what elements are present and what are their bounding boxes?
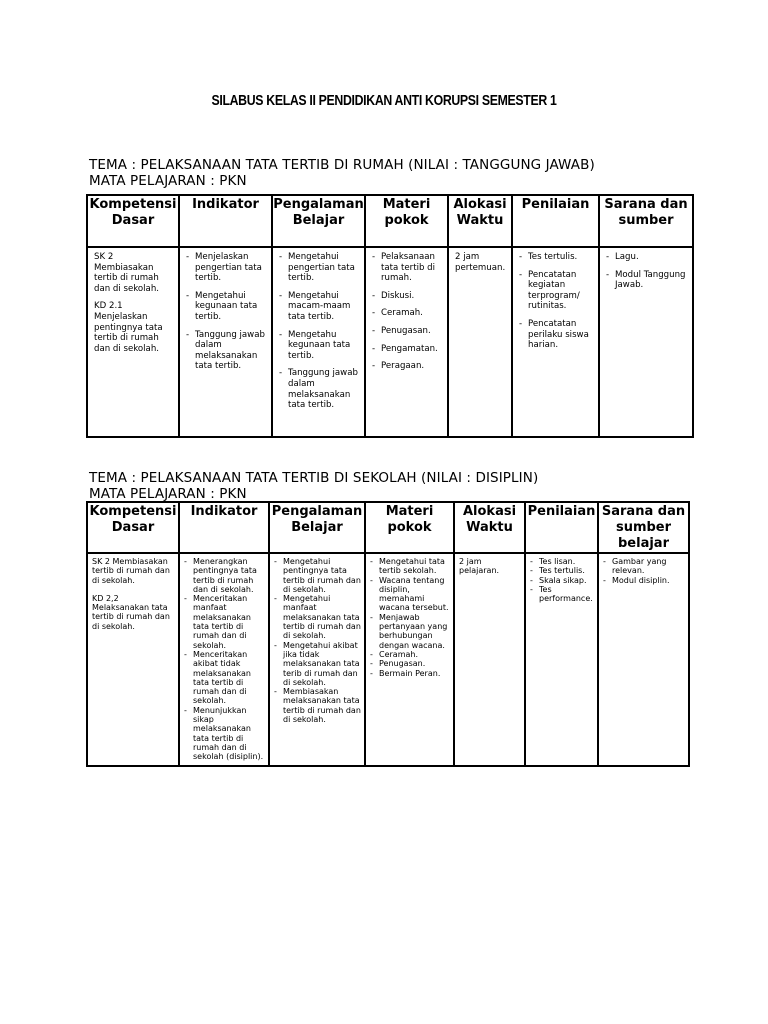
list-item: - Menceritakan manfaat melaksanakan tata tertib di rumah dan di sekolah. (184, 594, 251, 650)
header-penilaian: Penilaian (525, 502, 598, 553)
penilaian-cell (525, 553, 598, 766)
sarana-cell (599, 247, 693, 437)
list-item: - Tes lisan. (530, 557, 576, 566)
penilaian-cell (512, 247, 599, 437)
table-row (87, 553, 689, 766)
list-item: - Diskusi. (372, 290, 415, 301)
header-indikator: Indikator (179, 502, 269, 553)
kompetensi-sk: SK 2 Membiasakan tertib di rumah dan di sekolah. (92, 557, 170, 585)
table-header-row (87, 195, 693, 247)
list-item: - Tes tertulis. (519, 252, 578, 262)
list-item: - Mengetahui kegunaan tata tertib. (186, 290, 258, 322)
header-materi: Materi pokok (365, 502, 454, 553)
list-item: - Gambar yang relevan. (603, 557, 667, 576)
list-item: - Mengetahu kegunaan tata tertib. (279, 329, 351, 361)
table-row (87, 247, 693, 437)
alokasi-cell (454, 553, 525, 766)
mapel-line: MATA PELAJARAN : PKN (89, 486, 247, 502)
header-materi: Materi pokok (365, 195, 448, 247)
header-sarana: Sarana dan sumber (599, 195, 693, 247)
list-item: - Menunjukkan sikap melaksanakan tata tertib di rumah dan di sekolah (disiplin). (184, 705, 264, 762)
list-item: - Tes performance. (530, 584, 593, 604)
list-item: - Mengetahui tata tertib sekolah. (370, 557, 445, 576)
document-title: SILABUS KELAS II PENDIDIKAN ANTI KORUPSI SEMESTER 1 (211, 92, 557, 109)
list-item: - Menjelaskan pengertian tata tertib. (186, 252, 262, 284)
header-alokasi: Alokasi Waktu (448, 195, 512, 247)
header-sarana: Sarana dan sumber belajar (598, 502, 689, 553)
header-pengalaman: Pengalaman Belajar (269, 502, 365, 553)
kompetensi-sk: SK 2 Membiasakan tertib di rumah dan di sekolah. (94, 252, 159, 294)
list-item: - Pencatatan perilaku siswa harian. (519, 318, 589, 351)
list-item: - Pelaksanaan tata tertib di rumah. (372, 252, 435, 284)
tema-line: TEMA : PELAKSANAAN TATA TERTIB DI RUMAH (NILAI : TANGGUNG JAWAB) (89, 157, 595, 173)
list-item: - Tes tertulis. (530, 566, 585, 576)
list-item: - Penugasan. (370, 659, 426, 669)
kompetensi-kd: KD 2,2 Melaksanakan tata tertib di rumah dan di sekolah. (92, 593, 170, 631)
table-header-row (87, 502, 689, 553)
list-item: - Modul disiplin. (603, 575, 670, 585)
section-2-heading (89, 470, 538, 502)
list-item: - Wacana tentang disiplin, memahami wacana tersebut. (370, 575, 449, 613)
kompetensi-kd: KD 2.1 Menjelaskan pentingnya tata tertib di rumah dan di sekolah. (94, 301, 163, 354)
header-kompetensi: Kompetensi Dasar (87, 502, 179, 553)
indikator-cell (179, 247, 272, 437)
list-item: - Membiasakan melaksanakan tata tertib di rumah dan di sekolah. (274, 687, 361, 725)
materi-cell (365, 247, 448, 437)
list-item: - Menerangkan pentingnya tata tertib di rumah dan di sekolah. (184, 557, 257, 594)
list-item: - Pengamatan. (372, 343, 438, 354)
list-item: - Lagu. (606, 252, 639, 262)
list-item: - Mengetahui akibat jika tidak melaksanakan tata terib di rumah dan di sekolah. (274, 640, 360, 687)
header-alokasi: Alokasi Waktu (454, 502, 525, 553)
alokasi-text: 2 jam pelajaran. (459, 557, 500, 576)
list-item: - Skala sikap. (530, 575, 587, 585)
header-pengalaman: Pengalaman Belajar (272, 195, 365, 247)
list-item: - Mengetahui pentingnya tata tertib di rumah dan di sekolah. (274, 557, 361, 594)
alokasi-text: 2 jam pertemuan. (455, 252, 506, 273)
header-kompetensi: Kompetensi Dasar (87, 195, 179, 247)
header-indikator: Indikator (179, 195, 272, 247)
syllabus-table-1 (86, 194, 694, 438)
mapel-line: MATA PELAJARAN : PKN (89, 173, 247, 189)
list-item: - Peragaan. (372, 361, 425, 372)
list-item: - Menceritakan akibat tidak melaksanakan tata tertib di rumah dan di sekolah. (184, 649, 251, 706)
list-item: - Menjawab pertanyaan yang berhubungan dengan wacana. (370, 612, 448, 650)
list-item: - Ceramah. (372, 308, 423, 319)
kompetensi-cell (87, 553, 179, 766)
materi-cell (365, 553, 454, 766)
list-item: - Pencatatan kegiatan terprogram/ rutinitas. (519, 269, 580, 312)
list-item: - Bermain Peran. (370, 668, 441, 678)
header-penilaian: Penilaian (512, 195, 599, 247)
list-item: - Tanggung jawab dalam melaksanakan tata tertib. (186, 329, 265, 372)
list-item: - Tanggung jawab dalam melaksanakan tata tertib. (279, 368, 358, 411)
kompetensi-cell (87, 247, 179, 437)
list-item: - Modul Tanggung Jawab. (606, 269, 686, 291)
indikator-cell (179, 553, 269, 766)
pengalaman-cell (272, 247, 365, 437)
list-item: - Ceramah. (370, 649, 419, 659)
list-item: - Mengetahui pengertian tata tertib. (279, 252, 355, 284)
tema-line: TEMA : PELAKSANAAN TATA TERTIB DI SEKOLAH (NILAI : DISIPLIN) (89, 470, 539, 486)
list-item: - Mengetahui macam-maam tata tertib. (279, 290, 351, 322)
syllabus-table-2 (86, 501, 690, 767)
section-1-heading (89, 157, 595, 189)
alokasi-cell (448, 247, 512, 437)
list-item: - Penugasan. (372, 325, 431, 336)
sarana-cell (598, 553, 689, 766)
pengalaman-cell (269, 553, 365, 766)
list-item: - Mengetahui manfaat melaksanakan tata tertib di rumah dan di sekolah. (274, 594, 361, 641)
